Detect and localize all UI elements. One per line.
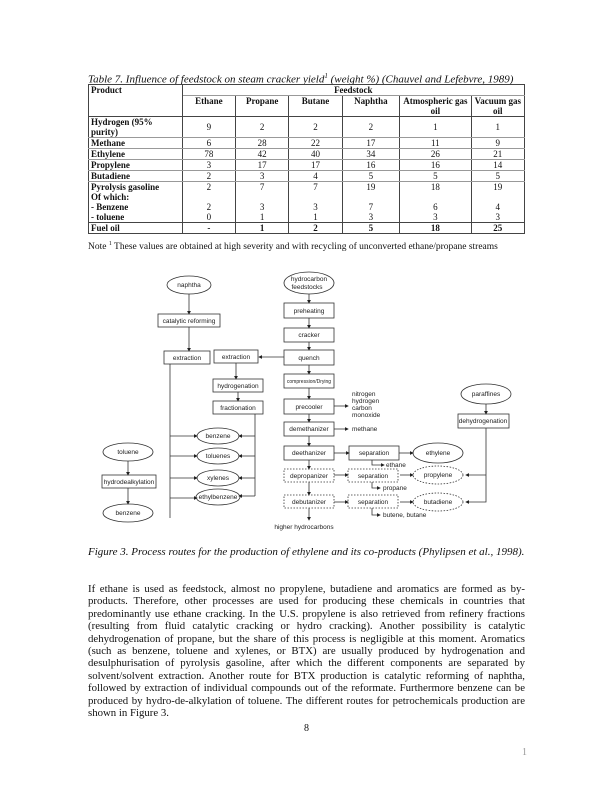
value-cell: 4 [471,202,524,212]
value-cell: 7 [289,182,342,193]
value-cell: 17 [289,160,342,171]
ethylbenzene-label: ethylbenzene [198,494,238,501]
demethanizer-label: demethanizer [289,426,329,433]
hydrocarbon-label: hydrocarbon [290,276,328,283]
value-cell: 25 [471,223,524,234]
catalytic-reforming-label: catalytic reforming [162,318,216,325]
value-cell: 1 [289,212,342,223]
body-paragraph: If ethane is used as feedstock, almost no propylene, butadiene and aromatics are formed as by-products. Therefore, other processes are used for producing these chemicals in countries that predominantly use ethane cracking. In the U.S. propylene is also retrieved from refinery fractions (resulting from fluid catalytic cracking or hydro cracking). Another possibility is catalytic dehydrogenation of propane, but the share of this process is negligible at this moment. Aromatics (such as benzene, toluene and xylenes, or BTX) are usually produced by hydrogenation and desulphurisation of pyrolysis gasoline, after which the different components are separated by solvent/solvent extraction. Another route for BTX production is catalytic reforming of naphtha, followed by extraction of individual compounds out of the reformate. Furthermore benzene can be produced by hydro-de-alkylation of toluene. The different routes for petrochemicals production are shown in Figure 3. [88,583,525,720]
deethanizer-label: deethanizer [292,450,326,457]
table-row [89,223,525,234]
value-cell: 6 [400,202,471,212]
value-cell: 1 [471,117,524,138]
value-cell: 4 [289,171,342,182]
value-cell: 19 [471,182,524,193]
monoxide-label: monoxide [352,412,381,419]
value-cell: 28 [236,138,289,149]
process-routes-diagram [100,268,520,538]
extraction-left-label: extraction [172,355,202,362]
product-cell: Ethylene [89,149,183,160]
value-cell: 18 [400,223,471,234]
value-cell: 17 [342,138,399,149]
value-cell: 2 [236,117,289,138]
table-row [89,160,525,171]
propylene-label: propylene [423,472,453,479]
value-cell: 0 [182,212,235,223]
xylenes-label: xylenes [206,475,230,482]
page-number: 8 [304,723,309,734]
paraffines-label: paraffines [471,391,501,398]
table-header-row [89,85,525,96]
column-header: Atmospheric gas oil [400,96,471,117]
value-cell: 2 [342,117,399,138]
table-row [89,212,525,223]
value-cell: 1 [236,223,289,234]
value-cell: 5 [471,171,524,182]
value-cell: 9 [182,117,235,138]
value-cell: 42 [236,149,289,160]
value-cell: 78 [182,149,235,160]
hydrodealkylation-label: hydrodealkylation [103,479,155,486]
debutanizer-label: debutanizer [292,499,326,506]
value-cell: 7 [342,202,399,212]
value-cell: 5 [342,171,399,182]
yield-table [88,84,525,234]
table-row [89,202,525,212]
table-row [89,171,525,182]
table-row [89,138,525,149]
value-cell: 17 [236,160,289,171]
value-cell: - [182,223,235,234]
extraction-mid-label: extraction [221,354,251,361]
feedstocks-label: feedstocks [291,284,323,291]
compression-drying-label: compression/Drying [286,379,332,385]
ethylene-label: ethylene [425,450,451,457]
quench-label: quench [298,355,320,362]
value-cell [182,192,235,202]
naphtha-label: naphtha [177,282,201,289]
table-row [89,117,525,138]
value-cell: 3 [236,202,289,212]
fractionation-label: fractionation [220,405,256,412]
value-cell: 2 [289,223,342,234]
value-cell: 2 [182,182,235,193]
butadiene-label: butadiene [423,499,453,506]
column-header: Naphtha [342,96,399,117]
column-header: Butane [289,96,342,117]
value-cell: 5 [400,171,471,182]
value-cell: 40 [289,149,342,160]
table-note [88,241,498,252]
nitrogen-label: nitrogen [352,391,376,398]
value-cell: 3 [236,171,289,182]
product-cell: Hydrogen (95% purity) [89,117,183,138]
value-cell: 5 [342,223,399,234]
note-prefix: Note [88,242,109,253]
product-cell: Butadiene [89,171,183,182]
value-cell: 1 [400,117,471,138]
value-cell: 16 [400,160,471,171]
value-cell: 3 [182,160,235,171]
precooler-label: precooler [295,404,323,411]
value-cell: 3 [289,202,342,212]
dehydrogenation-label: dehydrogenation [458,418,508,425]
value-cell: 3 [471,212,524,223]
note-text: These values are obtained at high severity and with recycling of unconverted ethane/propane streams [111,242,498,253]
value-cell: 34 [342,149,399,160]
product-header: Product [89,85,183,117]
carbon-label: carbon [352,405,372,412]
product-cell: Methane [89,138,183,149]
value-cell: 2 [182,202,235,212]
corner-page-number: 1 [522,747,527,758]
table-caption-footnote-mark: 1 [324,72,328,80]
ethane-label: ethane [386,462,406,469]
value-cell: 3 [400,212,471,223]
value-cell: 6 [182,138,235,149]
value-cell: 11 [400,138,471,149]
column-header: Ethane [182,96,235,117]
value-cell: 22 [289,138,342,149]
value-cell: 1 [236,212,289,223]
note-footnote-mark: 1 [108,241,112,247]
hydrogen-label: hydrogen [352,398,380,405]
benzene-hda-label: benzene [115,510,141,517]
methane-label: methane [352,426,378,433]
column-header: Propane [236,96,289,117]
higher-hydrocarbons-label: higher hydrocarbons [274,524,334,531]
separation-2-label: separation [357,473,389,480]
value-cell: 19 [342,182,399,193]
value-cell: 26 [400,149,471,160]
cracker-label: cracker [298,332,320,339]
value-cell: 3 [342,212,399,223]
value-cell: 7 [236,182,289,193]
product-cell: Propylene [89,160,183,171]
value-cell [342,192,399,202]
toluenes-label: toluenes [205,453,231,460]
product-cell: - Benzene [89,202,183,212]
butene-butane-label: butene, butane [383,512,427,519]
figure-caption: Figure 3. Process routes for the production of ethylene and its co-products (Phylipsen et al., 1998). [88,546,525,558]
hydrogenation-label: hydrogenation [217,383,259,390]
preheating-label: preheating [293,308,325,315]
product-cell: Pyrolysis gasoline [89,182,183,193]
separation-3-label: separation [357,499,389,506]
table-row [89,192,525,202]
value-cell: 21 [471,149,524,160]
product-cell: Of which: [89,192,183,202]
value-cell [289,192,342,202]
depropanizer-label: depropanizer [290,473,328,480]
benzene-label: benzene [205,433,231,440]
value-cell [236,192,289,202]
table-row [89,149,525,160]
value-cell: 18 [400,182,471,193]
value-cell: 16 [342,160,399,171]
table-caption-text: Table 7. Influence of feedstock on steam cracker yield [88,73,325,86]
product-cell: - toluene [89,212,183,223]
value-cell [471,192,524,202]
feedstock-header: Feedstock [182,85,524,96]
value-cell: 2 [289,117,342,138]
value-cell [400,192,471,202]
toluene-label: toluene [117,449,139,456]
table-caption-rest: (weight %) (Chauvel and Lefebvre, 1989) [327,73,514,86]
value-cell: 9 [471,138,524,149]
table-row [89,182,525,193]
propane-label: propane [383,485,407,492]
separation-1-label: separation [358,450,390,457]
value-cell: 14 [471,160,524,171]
value-cell: 2 [182,171,235,182]
column-header: Vacuum gas oil [471,96,524,117]
product-cell: Fuel oil [89,223,183,234]
